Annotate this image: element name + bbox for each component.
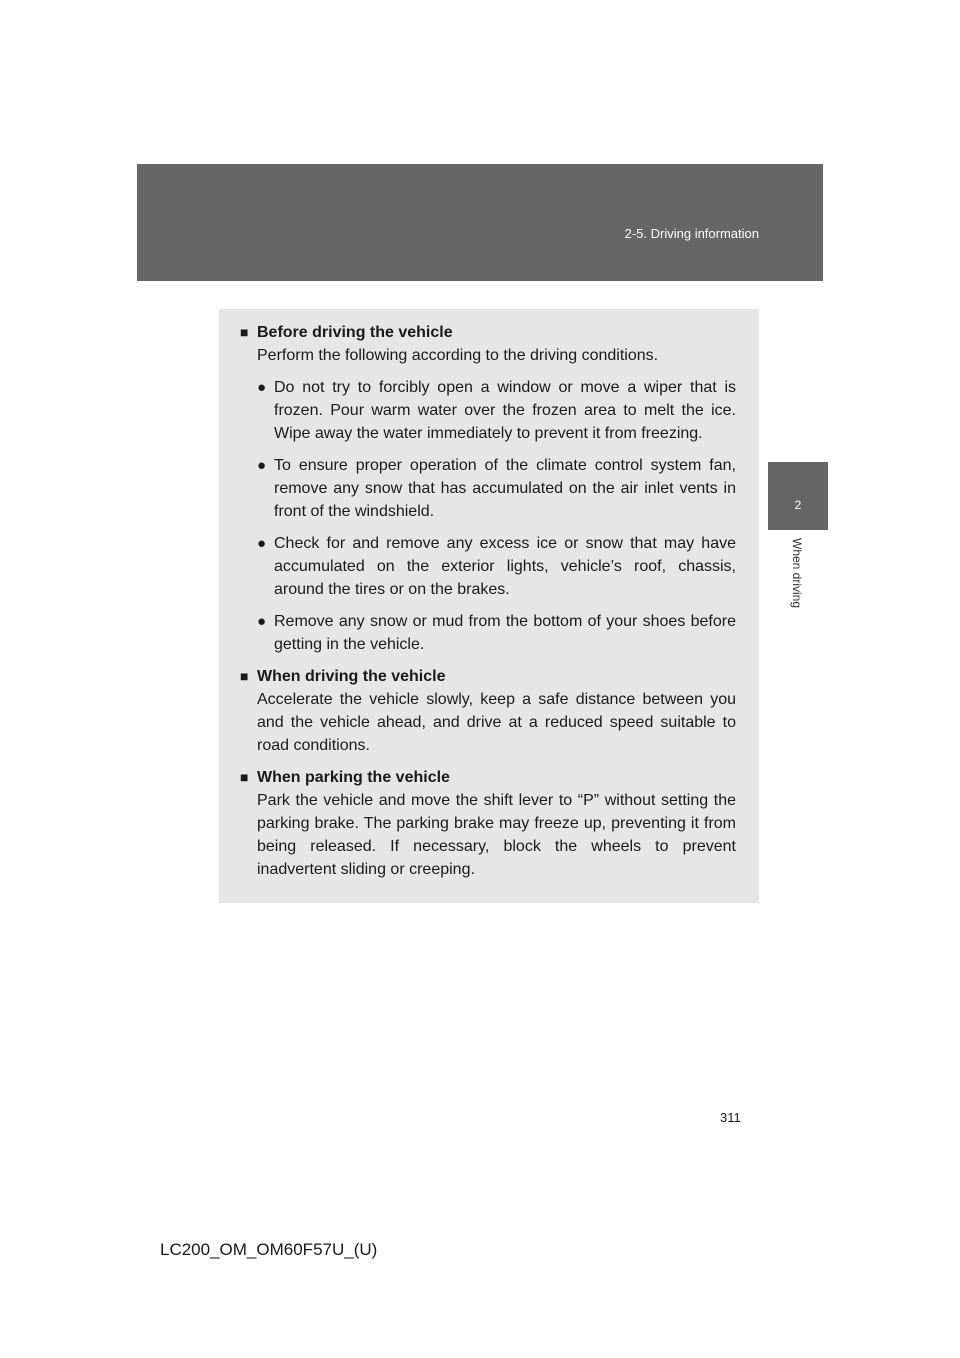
page-number: 311	[720, 1110, 741, 1125]
section-heading-when-driving	[240, 665, 736, 688]
bullet-dot-icon: ●	[257, 379, 267, 396]
chapter-number: 2	[794, 498, 802, 512]
section-body-before-driving: Perform the following according to the driving conditions.	[257, 347, 659, 364]
chapter-label: When driving	[790, 538, 804, 609]
list-item-text: Remove any snow or mud from the bottom of your shoes before getting in the vehicle.	[274, 613, 736, 653]
bullet-dot-icon: ●	[257, 457, 267, 474]
list-item-text: Check for and remove any excess ice or snow that may have accumulated on the exterior lights, vehicle’s roof, chassis, around the tires or on the brakes.	[274, 535, 736, 598]
square-bullet-icon: ■	[240, 324, 249, 340]
section-heading-when-parking	[240, 766, 736, 789]
list-item	[240, 610, 736, 656]
section-title: 2-5. Driving information	[624, 226, 759, 241]
square-bullet-icon: ■	[240, 769, 249, 785]
list-item	[240, 454, 736, 523]
heading-text: When parking the vehicle	[257, 769, 450, 786]
section-body-when-driving: Accelerate the vehicle slowly, keep a safe distance between you and the vehicle ahead, and drive at a reduced speed suitable to road conditions.	[257, 691, 736, 754]
list-item-text: To ensure proper operation of the climate control system fan, remove any snow that has accumulated on the air inlet vents in front of the windshield.	[274, 457, 736, 520]
section-heading-before-driving	[240, 321, 736, 344]
info-box	[219, 309, 759, 903]
heading-text: Before driving the vehicle	[257, 324, 453, 341]
section-body-when-parking: Park the vehicle and move the shift lever to “P” without setting the parking brake. The parking brake may freeze up, preventing it from being released. If necessary, block the wheels to prevent inadvertent sliding or creeping.	[257, 792, 736, 878]
square-bullet-icon: ■	[240, 668, 249, 684]
heading-text: When driving the vehicle	[257, 668, 446, 685]
bullet-dot-icon: ●	[257, 613, 267, 630]
header-band	[137, 164, 823, 281]
list-item	[240, 376, 736, 445]
bullet-dot-icon: ●	[257, 535, 267, 552]
list-item-text: Do not try to forcibly open a window or move a wiper that is frozen. Pour warm water over the frozen area to melt the ice. Wipe away the water immediately to prevent it from freezing.	[274, 379, 736, 442]
chapter-tab	[768, 462, 828, 530]
list-item	[240, 532, 736, 601]
document-code: LC200_OM_OM60F57U_(U)	[160, 1240, 378, 1259]
bullet-list	[240, 376, 736, 656]
